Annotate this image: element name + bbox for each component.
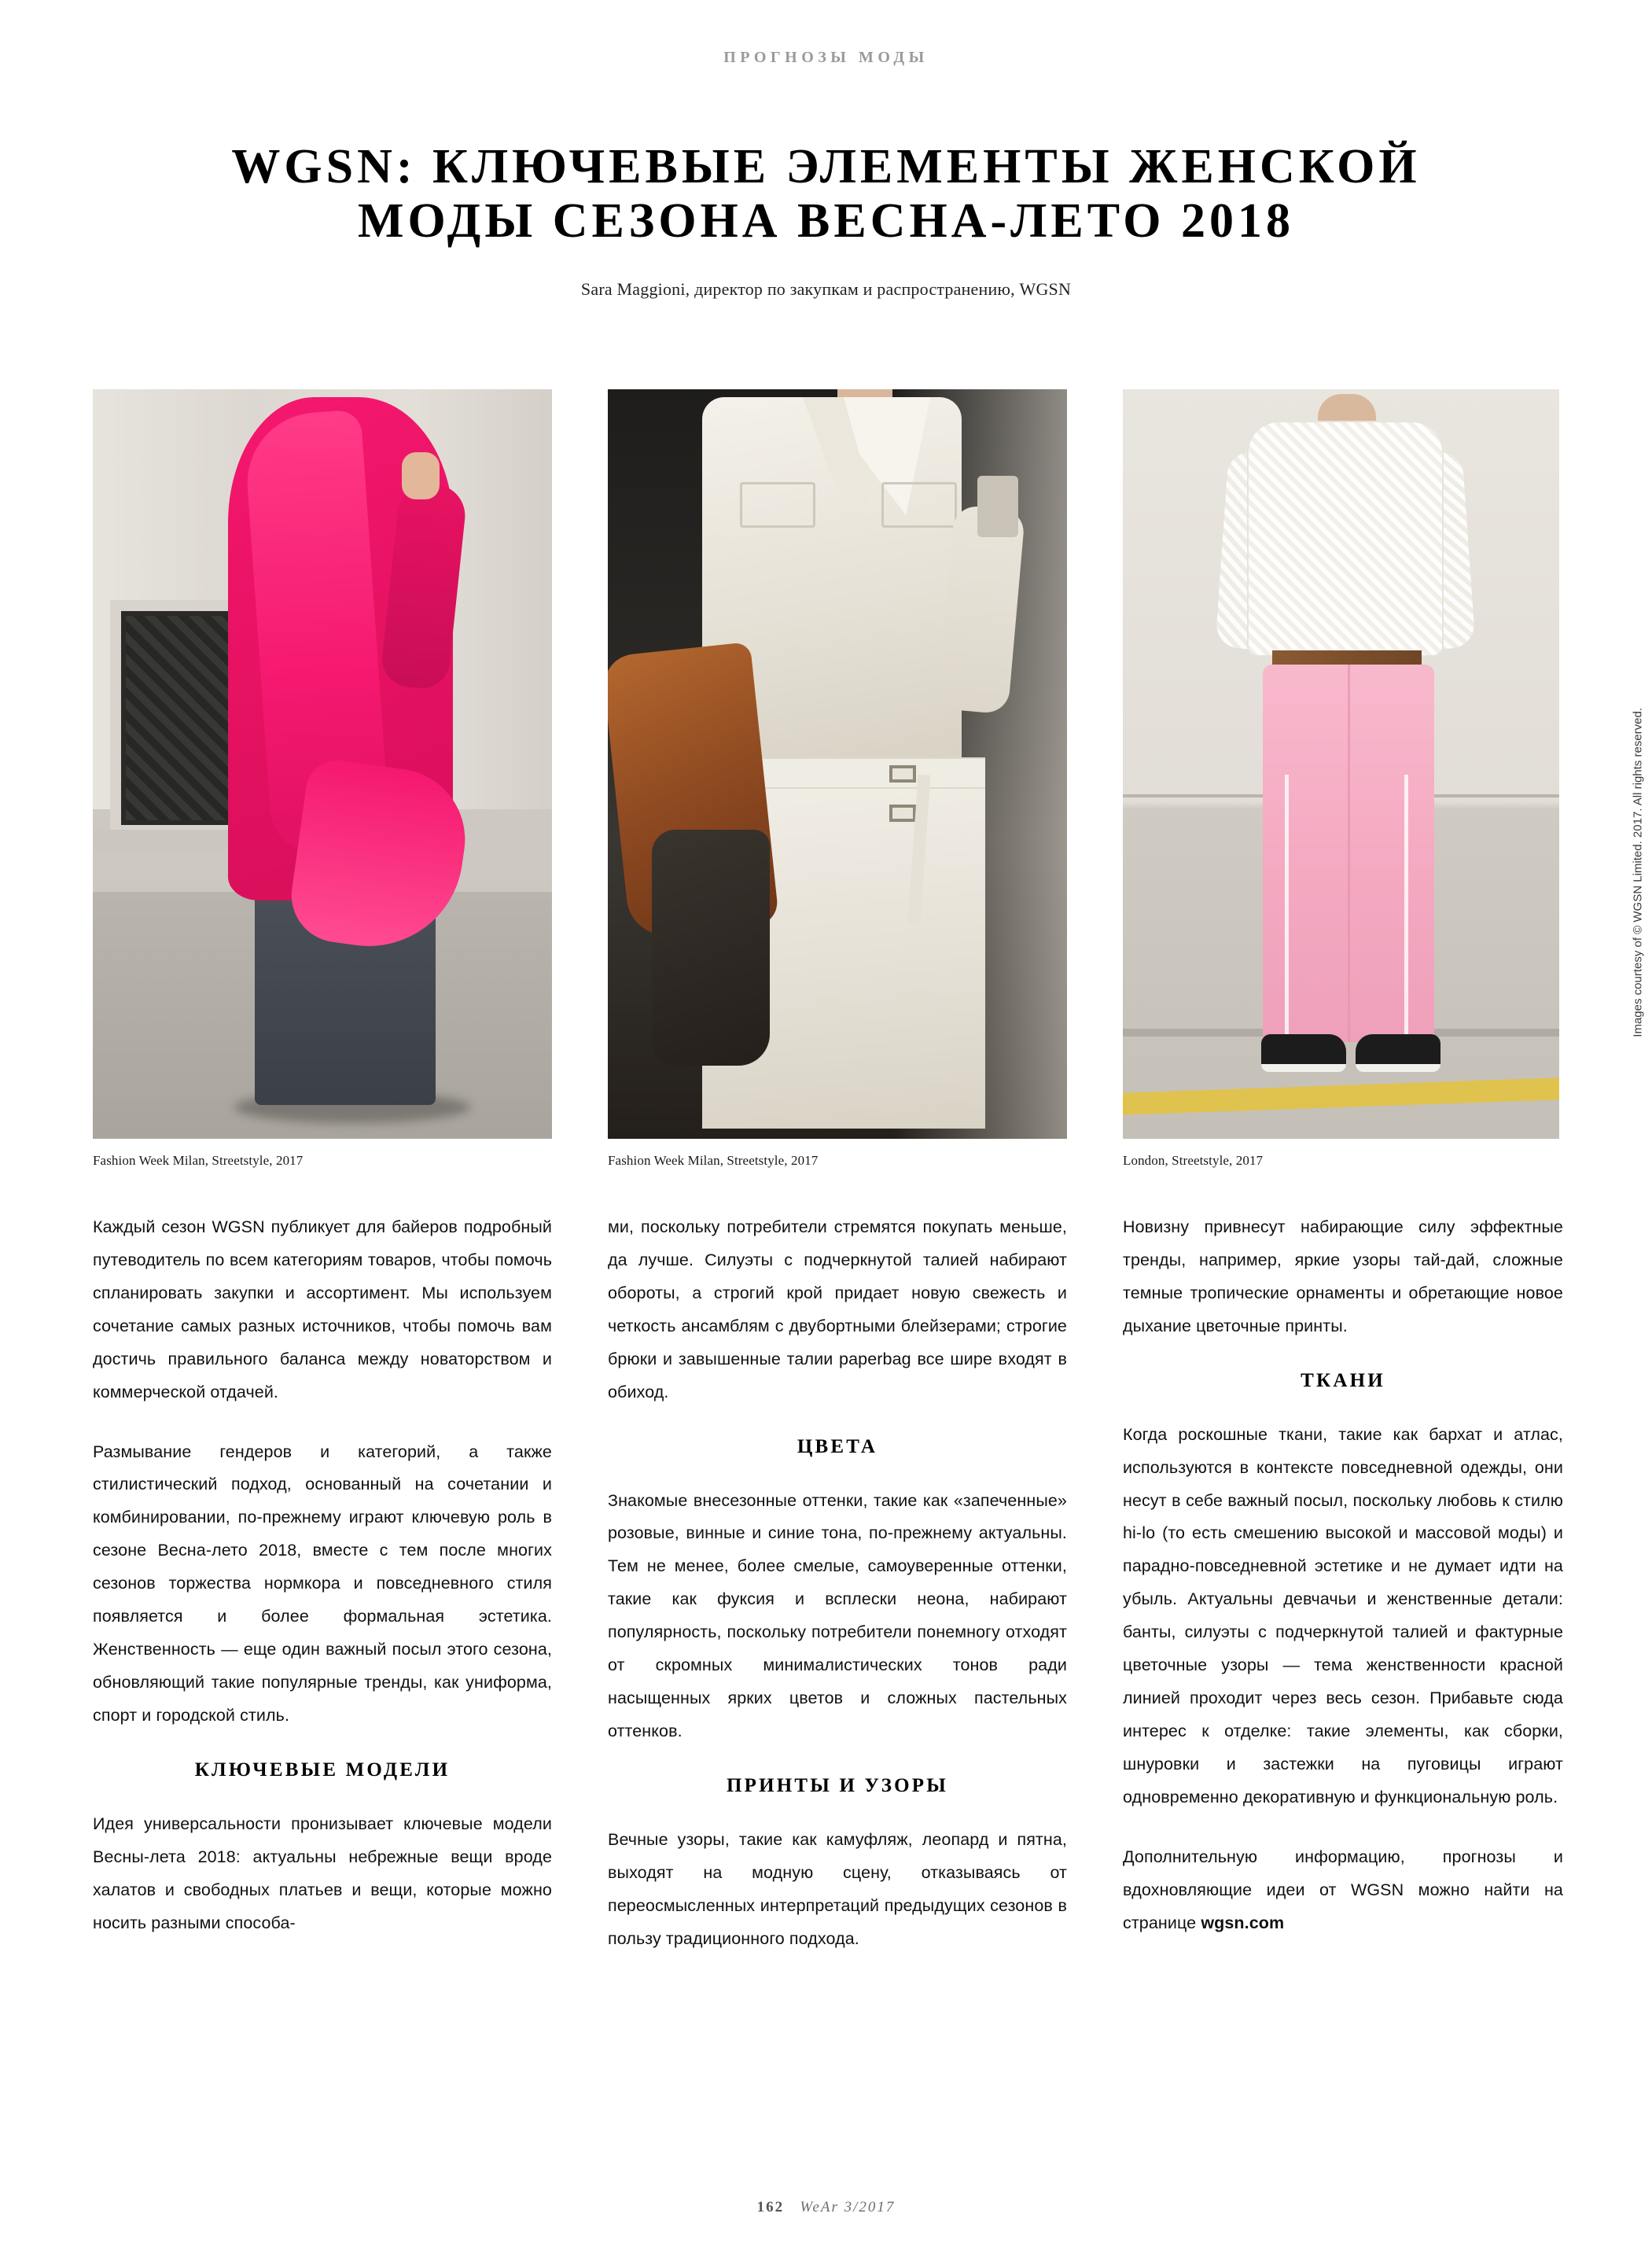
paragraph: Знакомые внесезонные оттенки, такие как «запеченные» розовые, винные и синие тона, по-прежнему актуальны. Тем не менее, более смелые, самоуверенные оттенки, такие как фуксия и всплески неона, набирают популярность, поскольку потребители понемногу отходят от скромных минималистических тонов ради насыщенных ярких цветов и сложных пастельных оттенков. <box>608 1490 1067 1740</box>
title-line-1: WGSN: КЛЮЧЕВЫЕ ЭЛЕМЕНТЫ ЖЕНСКОЙ <box>231 140 1421 193</box>
photo-white-shirt-skirt <box>608 389 1067 1139</box>
paragraph-text: Дополнительную информацию, прогнозы и вдохновляющие идеи от WGSN можно найти на странице <box>1123 1847 1563 1932</box>
paragraph: Когда роскошные ткани, такие как бархат и атлас, используются в контексте повседневной одежды, они несут в себе важный посыл, поскольку любовь к стилю hi-lo (то есть смешению высокой и массовой моды) и парадно-повседневной эстетике и не думает идти на убыль. Актуальны девчачьи и женственные детали: банты, силуэты с подчеркнутой талией и фактурные цветочные узоры — тема женственности красной линией проходит через весь сезон. Прибавьте сюда интерес к отделке: такие элементы, как сборки, шнуровки и застежки на пуговицы играют одновременно декоративную и функциональную роль. <box>1123 1424 1563 1806</box>
figure-1 <box>93 389 552 1169</box>
running-head: ПРОГНОЗЫ МОДЫ <box>723 49 929 66</box>
paragraph: Размывание гендеров и категорий, а также стилистический подход, основанный на сочетании и комбинировании, по-прежнему играют ключевую роль в сезоне Весна-лето 2018, вместе с тем после многих сезонов торжества нормкора и повседневного стиля появляется и более формальная эстетика. Женственность — еще один важный посыл этого сезона, обновляющий такие популярные тренды, как униформа, спорт и городской стиль. <box>93 1442 552 1725</box>
paragraph: Новизну привнесут набирающие силу эффектные тренды, например, яркие узоры тай-дай, сложные темные тропические орнаменты и обретающие новое дыхание цветочные принты. <box>1123 1217 1563 1335</box>
paragraph: Каждый сезон WGSN публикует для байеров подробный путеводитель по всем категориям товаров, чтобы помочь спланировать закупки и ассортимент. Мы используем сочетание самых разных источников, чтобы помочь вам достичь правильного баланса между новаторством и коммерческой отдачей. <box>93 1217 552 1401</box>
figure-caption: London, Streetstyle, 2017 <box>1123 1153 1264 1168</box>
issue-label: WeAr 3/2017 <box>800 2199 896 2215</box>
subheading-colors: ЦВЕТА <box>797 1435 878 1457</box>
text-column-3 <box>1123 1211 1563 1967</box>
paragraph: ми, поскольку потребители стремятся покупать меньше, да лучше. Силуэты с подчеркнутой талией набирают обороты, а строгий крой придает новую свежесть и четкость ансамблям с двубортными блейзерами; строгие брюки и завышенные талии paperbag все шире входят в обиход. <box>608 1217 1067 1401</box>
page-title <box>93 140 1559 300</box>
subheading-key-models: КЛЮЧЕВЫЕ МОДЕЛИ <box>194 1759 451 1781</box>
wgsn-website-link[interactable]: wgsn.com <box>1201 1913 1285 1932</box>
title-line-2: МОДЫ СЕЗОНА ВЕСНА-ЛЕТО 2018 <box>358 194 1294 249</box>
text-column-2 <box>608 1211 1067 1983</box>
subheading-fabrics: ТКАНИ <box>1301 1369 1385 1391</box>
figure-caption: Fashion Week Milan, Streetstyle, 2017 <box>93 1153 304 1168</box>
image-credit: Images courtesy of © WGSN Limited. 2017. All rights reserved. <box>1632 708 1645 1037</box>
paragraph: Идея универсальности пронизывает ключевые модели Весны-лета 2018: актуальны небрежные вещи вроде халатов и свободных платьев и вещи, которые можно носить разными способа- <box>93 1814 552 1932</box>
page-footer <box>0 2199 1652 2216</box>
figure-2 <box>608 389 1067 1169</box>
photo-lace-top-pink-trousers <box>1123 389 1559 1139</box>
paragraph-with-link <box>1123 1841 1563 1940</box>
subheading-prints: ПРИНТЫ И УЗОРЫ <box>726 1774 949 1796</box>
image-row <box>93 389 1559 1176</box>
page-number: 162 <box>756 2199 785 2215</box>
photo-pink-ruffle-coat <box>93 389 552 1139</box>
figure-3 <box>1123 389 1559 1169</box>
text-column-1 <box>93 1211 552 1967</box>
paragraph: Вечные узоры, такие как камуфляж, леопард и пятна, выходят на модную сцену, отказываясь от переосмысленных интерпретаций предыдущих сезонов в пользу традиционного подхода. <box>608 1829 1067 1948</box>
byline: Sara Maggioni, директор по закупкам и распространению, WGSN <box>580 278 1072 299</box>
figure-caption: Fashion Week Milan, Streetstyle, 2017 <box>608 1153 819 1168</box>
